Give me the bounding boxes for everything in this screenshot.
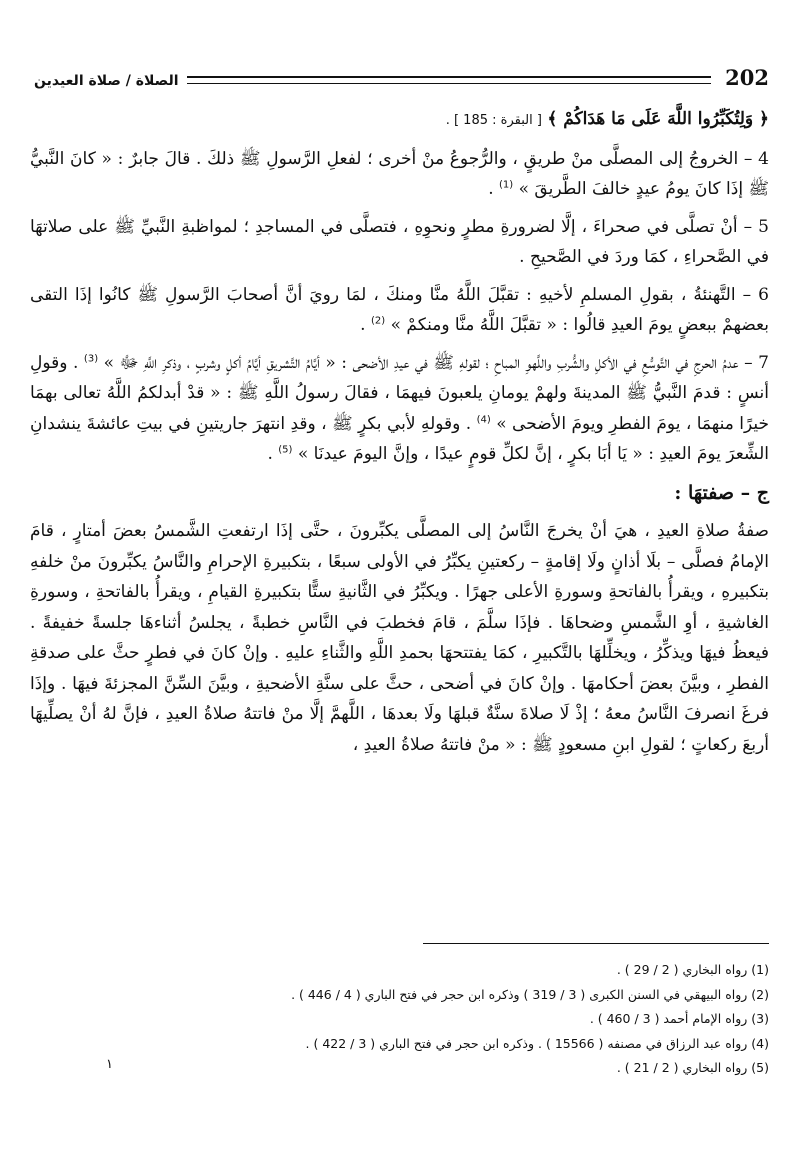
margin-mark: ١	[106, 1057, 113, 1072]
footnote-ref-5: (5)	[278, 444, 293, 456]
paragraph-4-end: .	[488, 179, 494, 199]
paragraph-7-end: .	[267, 444, 273, 464]
footnote-4: (4) رواه عبد الرزاق في مصنفه ( 15566 ) . وذكره ابن حجر في فتح الباري ( 3 / 422 ) .	[305, 1035, 769, 1051]
running-title: الصلاة / صلاة العيدين	[34, 73, 179, 89]
page-number: 202	[725, 65, 769, 90]
paragraph-4	[30, 144, 769, 205]
paragraph-5: 5 – أنْ تصلَّى في صحراءَ ، إلَّا لضرورةِ مطرٍ ونحوِهِ ، فتصلَّى في المساجدِ ؛ لمواظبةِ النَّبيِّ ﷺ على صلاتهَا في الصَّحراءِ ، كمَا وردَ في الصَّحيحِ .	[30, 216, 769, 267]
footnote-ref-2: (2)	[370, 315, 386, 327]
paragraph-6-text: 6 – التَّهنئةُ ، بقولِ المسلمِ لأخيهِ : تقبَّلَ اللَّهُ منَّا ومنكَ ، لمَا رويَ أنَّ أصحابَ الرَّسولِ ﷺ كانُوا إذَا التقى بعضهمْ ببعضٍ يومَ العيدِ قالُوا : « تقبَّلَ اللَّهُ منَّا ومنكمْ »	[30, 284, 769, 335]
paragraph-6	[30, 280, 769, 341]
paragraph-7-text-a: 7 – عدمُ الحرجِ في التَّوسُّعِ في الأكلِ والشُّربِ واللَّهوِ المباحِ ؛ لقولهِ ﷺ في عيدِ الأضحى : « أيَّامُ التَّشريقِ أيَّامُ أكلٍ وشربٍ ، وذكرِ اللَّهِ ﷻ »	[103, 352, 769, 373]
quran-verse-line	[30, 104, 769, 137]
paragraph-4-text: 4 – الخروجُ إلى المصلَّى منْ طريقٍ ، والرُّجوعُ منْ أخرى ؛ لفعلِ الرَّسولِ ﷺ ذلكَ . قالَ جابرٌ : « كانَ النَّبيُّ ﷺ إذَا كانَ يومُ عيدٍ خالفَ الطَّريقَ »	[30, 148, 769, 199]
footnote-5: (5) رواه البخاري ( 2 / 21 ) .	[616, 1060, 769, 1075]
footnote-3: (3) رواه الإمام أحمد ( 3 / 460 ) .	[589, 1011, 769, 1026]
quran-verse: ﴿ وَلِتُكَبِّرُوا اللَّهَ عَلَى مَا هَدَاكُمْ ﴾	[547, 109, 769, 129]
verse-reference: [ البقرة : 185 ] .	[445, 113, 542, 128]
paragraph-7-text-b: . وقولِ أنسٍ : قدمَ النَّبيُّ ﷺ المدينةَ ولهمْ يومانِ يلعبونَ فيهمَا ، فقالَ رسولُ اللَّهِ ﷺ : « قدْ أبدلكمُ اللَّهُ تعالى بهمَا خيرًا منهمَا ، يومَ الفطرِ ويومَ الأضحى »	[30, 352, 769, 434]
footnotes	[60, 958, 769, 1081]
footnote-1: (1) رواه البخاري ( 2 / 29 ) .	[616, 962, 769, 977]
footnote-ref-1: (1)	[499, 179, 514, 191]
footnote-ref-4: (4)	[476, 413, 491, 425]
page-header	[34, 60, 769, 90]
header-rule	[187, 76, 712, 84]
paragraph-7	[30, 348, 769, 470]
paragraph-8: صفةُ صلاةِ العيدِ ، هيَ أنْ يخرجَ النَّاسُ إلى المصلَّى يكبِّرونَ ، حتَّى إذَا ارتفعتِ الشَّمسُ بعضَ أمتارٍ ، قامَ الإمامُ فصلَّى – بلَا أذانٍ ولَا إقامةٍ – ركعتينِ يكبِّرُ في الأولى سبعًا ، بتكبيرةِ الإحرامِ والنَّاسُ يكبِّرونَ منْ خلفهِ بتكبيرهِ ، ويقرأُ بالفاتحةِ وسورةِ الأعلى جهرًا . ويكبِّرُ في الثَّانيةِ ستًّا بتكبيرةِ القيامِ ، ويقرأُ بالفاتحةِ ، وسورةِ الغاشيةِ ، أوِ الشَّمسِ وضحاهَا . فإذَا سلَّمَ ، قامَ فخطبَ في النَّاسِ خطبةً ، يجلسُ أثناءهَا جلسةً خفيفةً . فيعظُ فيهَا ويذكِّرُ ، ويخلِّلهَا بالتَّكبيرِ ، كمَا يفتتحهَا بحمدِ اللَّهِ والثَّناءِ عليهِ . وإنْ كانَ في فطرٍ حثَّ على صدقةِ الفطرِ ، وبيَّنَ بعضَ أحكامهَا . وإنْ كانَ في أضحى ، حثَّ على سنَّةِ الأضحيةِ ، وبيَّنَ السِّنَّ المجزئةَ فيهَا . وإذَا فرغَ انصرفَ النَّاسُ معهُ ؛ إذْ لَا صلاةَ سنَّةٌ قبلهَا ولَا بعدهَا ، اللَّهمَّ إلَّا منْ فاتتهُ صلاةُ العيدِ ، فإنَّ لهُ أنْ يصلِّيهَا أربعَ ركعاتٍ ؛ لقولِ ابنِ مسعودٍ ﷺ : « منْ فاتتهُ صلاةُ العيدِ ،	[30, 521, 769, 755]
paragraph-6-end: .	[360, 315, 366, 335]
footnote-2: (2) رواه البيهقي في السنن الكبرى ( 3 / 319 ) وذكره ابن حجر في فتح الباري ( 4 / 446 ) .	[291, 986, 769, 1002]
footnote-divider	[423, 943, 769, 944]
paragraph-7-text-c: . وقولهِ لأبي بكرٍ ﷺ ، وقدِ انتهرَ جاريتينِ في بيتِ عائشةَ ينشدانِ الشِّعرَ يومَ العيدِ : « يَا أبَا بكرٍ ، إنَّ لكلِّ قومٍ عيدًا ، وإنَّ اليومَ عيدنَا »	[30, 413, 769, 464]
footnote-ref-3: (3)	[83, 352, 99, 364]
section-heading: ج – صفتهَا :	[674, 481, 769, 504]
main-text	[30, 104, 769, 767]
